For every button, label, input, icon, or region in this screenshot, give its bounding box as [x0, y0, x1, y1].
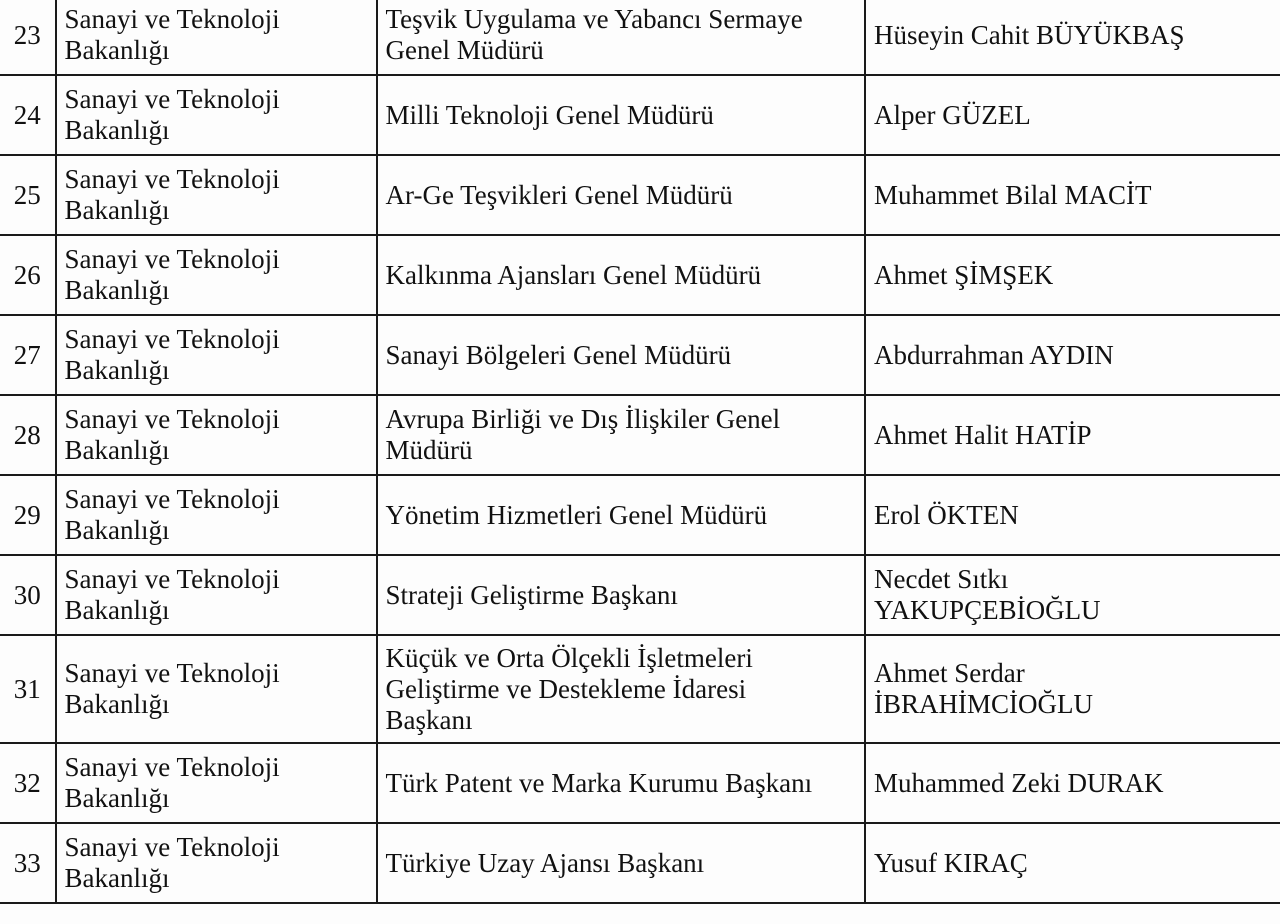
- ministry-cell: [56, 75, 377, 155]
- row-number-cell: [0, 75, 56, 155]
- row-number-cell-text: 23: [13, 19, 41, 50]
- ministry-cell-text: Sanayi ve Teknoloji Bakanlığı: [64, 4, 280, 65]
- table-row: [0, 823, 1280, 903]
- row-number-cell-text: 31: [13, 673, 41, 704]
- position-cell: [377, 75, 866, 155]
- appointee-name-cell: [865, 555, 1280, 635]
- appointee-name-cell: [865, 823, 1280, 903]
- appointee-name-cell: [865, 155, 1280, 235]
- ministry-cell-text: Sanayi ve Teknoloji Bakanlığı: [64, 164, 280, 225]
- appointee-name-cell: [865, 0, 1280, 75]
- position-cell: [377, 315, 866, 395]
- row-number-cell: [0, 0, 56, 75]
- row-number-cell: [0, 823, 56, 903]
- row-number-cell: [0, 475, 56, 555]
- ministry-cell-text: Sanayi ve Teknoloji Bakanlığı: [64, 484, 280, 545]
- appointee-name-cell: [865, 635, 1280, 743]
- appointee-name-cell-text: Ahmet Serdar İBRAHİMCİOĞLU: [874, 658, 1094, 719]
- row-number-cell-text: 24: [13, 99, 41, 130]
- appointee-name-cell-text: Hüseyin Cahit BÜYÜKBAŞ: [874, 19, 1185, 50]
- ministry-cell-text: Sanayi ve Teknoloji Bakanlığı: [64, 832, 280, 893]
- appointee-name-cell-text: Muhammet Bilal MACİT: [874, 179, 1152, 210]
- ministry-cell: [56, 0, 377, 75]
- row-number-cell-text: 26: [13, 259, 41, 290]
- ministry-cell: [56, 395, 377, 475]
- position-cell: [377, 475, 866, 555]
- position-cell-text: Kalkınma Ajansları Genel Müdürü: [385, 259, 762, 290]
- position-cell: [377, 155, 866, 235]
- appointee-name-cell-text: Necdet Sıtkı YAKUPÇEBİOĞLU: [874, 564, 1101, 625]
- appointee-name-cell-text: Alper GÜZEL: [874, 99, 1031, 130]
- position-cell-text: Türk Patent ve Marka Kurumu Başkanı: [385, 767, 813, 798]
- position-cell-text: Yönetim Hizmetleri Genel Müdürü: [385, 499, 768, 530]
- appointee-name-cell-text: Yusuf KIRAÇ: [874, 847, 1028, 878]
- appointee-name-cell-text: Ahmet Halit HATİP: [874, 419, 1092, 450]
- position-cell: [377, 635, 866, 743]
- appointee-name-cell-text: Abdurrahman AYDIN: [874, 339, 1114, 370]
- table-row: [0, 555, 1280, 635]
- ministry-cell: [56, 315, 377, 395]
- row-number-cell-text: 30: [13, 579, 41, 610]
- appointee-name-cell: [865, 235, 1280, 315]
- table-row: [0, 475, 1280, 555]
- position-cell: [377, 0, 866, 75]
- row-number-cell: [0, 395, 56, 475]
- position-cell-text: Avrupa Birliği ve Dış İlişkiler Genel Müdürü: [385, 404, 781, 465]
- position-cell-text: Sanayi Bölgeleri Genel Müdürü: [385, 339, 732, 370]
- position-cell: [377, 555, 866, 635]
- table-row: [0, 395, 1280, 475]
- appointee-name-cell-text: Ahmet ŞİMŞEK: [874, 259, 1054, 290]
- row-number-cell: [0, 155, 56, 235]
- appointee-name-cell: [865, 743, 1280, 823]
- row-number-cell-text: 32: [13, 767, 41, 798]
- ministry-cell: [56, 635, 377, 743]
- appointee-name-cell: [865, 75, 1280, 155]
- ministry-cell-text: Sanayi ve Teknoloji Bakanlığı: [64, 658, 280, 719]
- row-number-cell: [0, 635, 56, 743]
- position-cell: [377, 235, 866, 315]
- ministry-cell-text: Sanayi ve Teknoloji Bakanlığı: [64, 752, 280, 813]
- ministry-cell: [56, 475, 377, 555]
- position-cell: [377, 743, 866, 823]
- position-cell-text: Türkiye Uzay Ajansı Başkanı: [385, 847, 705, 878]
- ministry-cell: [56, 155, 377, 235]
- table-row: [0, 635, 1280, 743]
- position-cell-text: Strateji Geliştirme Başkanı: [385, 579, 678, 610]
- ministry-cell: [56, 555, 377, 635]
- ministry-cell-text: Sanayi ve Teknoloji Bakanlığı: [64, 404, 280, 465]
- appointee-name-cell-text: Erol ÖKTEN: [874, 499, 1019, 530]
- table-row: [0, 743, 1280, 823]
- row-number-cell-text: 25: [13, 179, 41, 210]
- ministry-cell: [56, 743, 377, 823]
- table-row: [0, 235, 1280, 315]
- position-cell-text: Küçük ve Orta Ölçekli İşletmeleri Geliştirme ve Destekleme İdaresi Başkanı: [385, 642, 753, 735]
- ministry-cell-text: Sanayi ve Teknoloji Bakanlığı: [64, 564, 280, 625]
- position-cell-text: Milli Teknoloji Genel Müdürü: [385, 99, 714, 130]
- row-number-cell: [0, 555, 56, 635]
- row-number-cell: [0, 315, 56, 395]
- appointee-name-cell-text: Muhammed Zeki DURAK: [874, 767, 1164, 798]
- position-cell-text: Teşvik Uygulama ve Yabancı Sermaye Genel Müdürü: [385, 4, 803, 65]
- ministry-cell: [56, 235, 377, 315]
- position-cell-text: Ar-Ge Teşvikleri Genel Müdürü: [385, 179, 733, 210]
- ministry-cell-text: Sanayi ve Teknoloji Bakanlığı: [64, 244, 280, 305]
- ministry-cell: [56, 823, 377, 903]
- row-number-cell-text: 27: [13, 339, 41, 370]
- appointee-name-cell: [865, 395, 1280, 475]
- table-row: [0, 315, 1280, 395]
- row-number-cell-text: 29: [13, 499, 41, 530]
- position-cell: [377, 823, 866, 903]
- table-row: [0, 75, 1280, 155]
- table-row: [0, 155, 1280, 235]
- ministry-cell-text: Sanayi ve Teknoloji Bakanlığı: [64, 324, 280, 385]
- row-number-cell-text: 33: [13, 847, 41, 878]
- appointee-name-cell: [865, 315, 1280, 395]
- position-cell: [377, 395, 866, 475]
- appointee-name-cell: [865, 475, 1280, 555]
- row-number-cell-text: 28: [13, 419, 41, 450]
- row-number-cell: [0, 235, 56, 315]
- ministry-cell-text: Sanayi ve Teknoloji Bakanlığı: [64, 84, 280, 145]
- table-row: [0, 0, 1280, 75]
- row-number-cell: [0, 743, 56, 823]
